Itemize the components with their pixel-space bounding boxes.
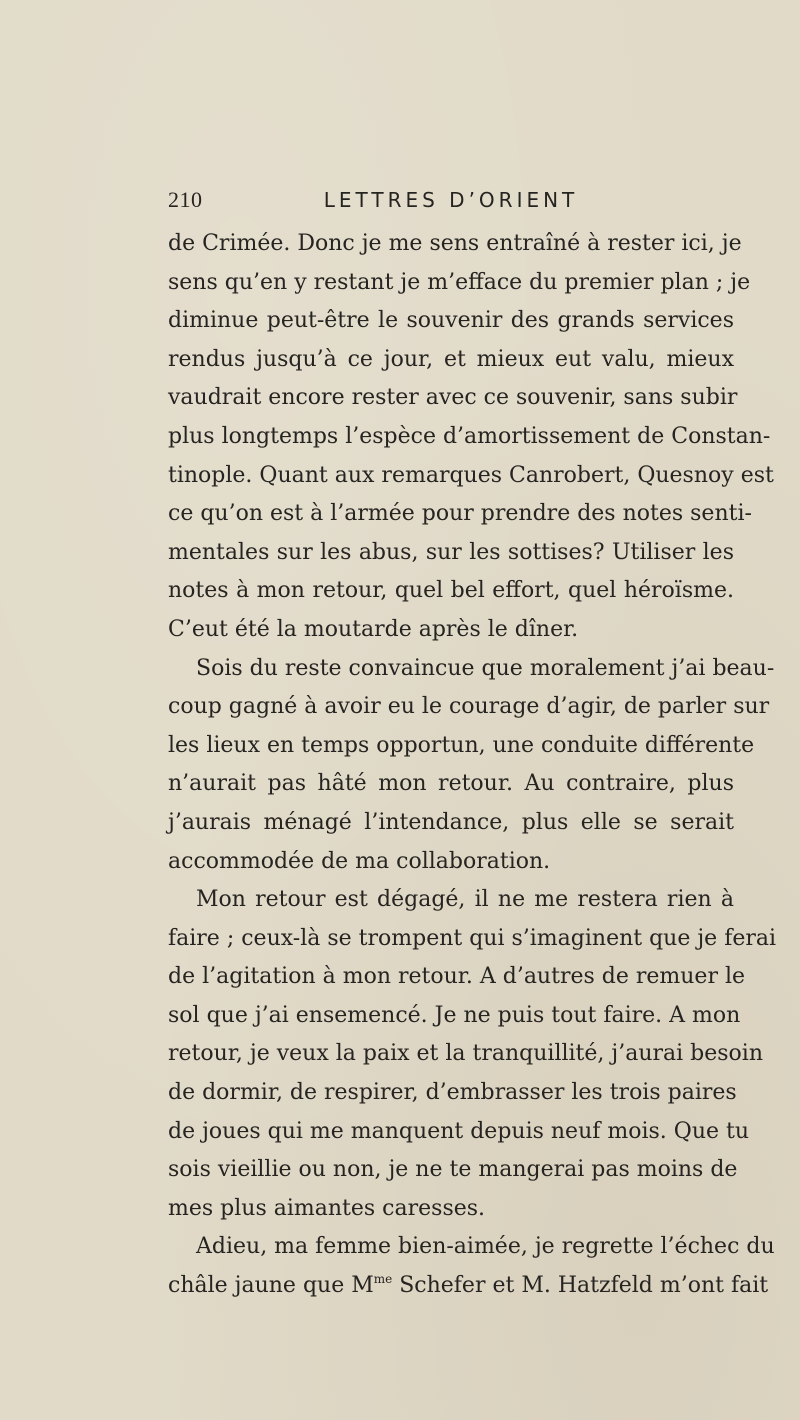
text-line: coup gagné à avoir eu le courage d’agir, de parler sur xyxy=(168,694,770,720)
text-line: sens qu’en y restant je m’efface du premier plan ; je xyxy=(168,269,751,295)
text-line: sol que j’ai ensemencé. Je ne puis tout faire. A mon xyxy=(168,1002,741,1028)
text-line: j’aurais ménagé l’intendance, plus elle se serait xyxy=(168,809,734,835)
text-line: Adieu, ma femme bien-aimée, je regrette l’échec du xyxy=(196,1234,775,1260)
text-line: de dormir, de respirer, d’embrasser les trois paires xyxy=(168,1080,737,1106)
text-line: rendus jusqu’à ce jour, et mieux eut valu, mieux xyxy=(168,346,734,372)
text-line: Mon retour est dégagé, il ne me restera rien à xyxy=(196,887,734,913)
text-line: sois vieillie ou non, je ne te mangerai pas moins de xyxy=(168,1157,738,1183)
text-line: de l’agitation à mon retour. A d’autres de remuer le xyxy=(168,964,746,990)
text-line: mes plus aimantes caresses. xyxy=(168,1195,486,1221)
text-line: accommodée de ma collaboration. xyxy=(168,848,551,874)
text-segment: Schefer et M. Hatzfeld m’ont fait xyxy=(392,1273,769,1299)
text-line: Sois du reste convaincue que moralement j’ai beau- xyxy=(196,655,775,681)
text-line: n’aurait pas hâté mon retour. Au contraire, plus xyxy=(168,771,734,797)
text-line: ce qu’on est à l’armée pour prendre des notes senti- xyxy=(168,501,752,527)
text-line: tinople. Quant aux remarques Canrobert, Quesnoy est xyxy=(168,462,774,488)
text-line: notes à mon retour, quel bel effort, quel héroïsme. xyxy=(168,578,734,604)
text-line: de joues qui me manquent depuis neuf mois. Que tu xyxy=(168,1118,750,1144)
text-line: C’eut été la moutarde après le dîner. xyxy=(168,616,579,642)
text-line: faire ; ceux-là se trompent qui s’imaginent que je ferai xyxy=(168,925,777,951)
running-title: LETTRES D’ORIENT xyxy=(323,188,579,212)
text-line: retour, je veux la paix et la tranquillité, j’aurai besoin xyxy=(168,1041,763,1067)
text-line: les lieux en temps opportun, une conduite différente xyxy=(168,732,755,758)
text-line: mentales sur les abus, sur les sottises? Utiliser les xyxy=(168,539,734,565)
text-line-final xyxy=(168,1267,769,1306)
text-line: plus longtemps l’espèce d’amortissement de Constan- xyxy=(168,423,771,449)
text-segment: châle jaune que M xyxy=(168,1273,374,1299)
text-line: diminue peut-être le souvenir des grands services xyxy=(168,308,734,334)
text-line: de Crimée. Donc je me sens entraîné à rester ici, je xyxy=(168,231,742,256)
page-text xyxy=(168,225,777,1306)
page-header xyxy=(168,183,734,217)
superscript-abbreviation: me xyxy=(373,1272,393,1287)
text-line: vaudrait encore rester avec ce souvenir, sans subir xyxy=(168,385,738,411)
page-number: 210 xyxy=(168,187,203,212)
